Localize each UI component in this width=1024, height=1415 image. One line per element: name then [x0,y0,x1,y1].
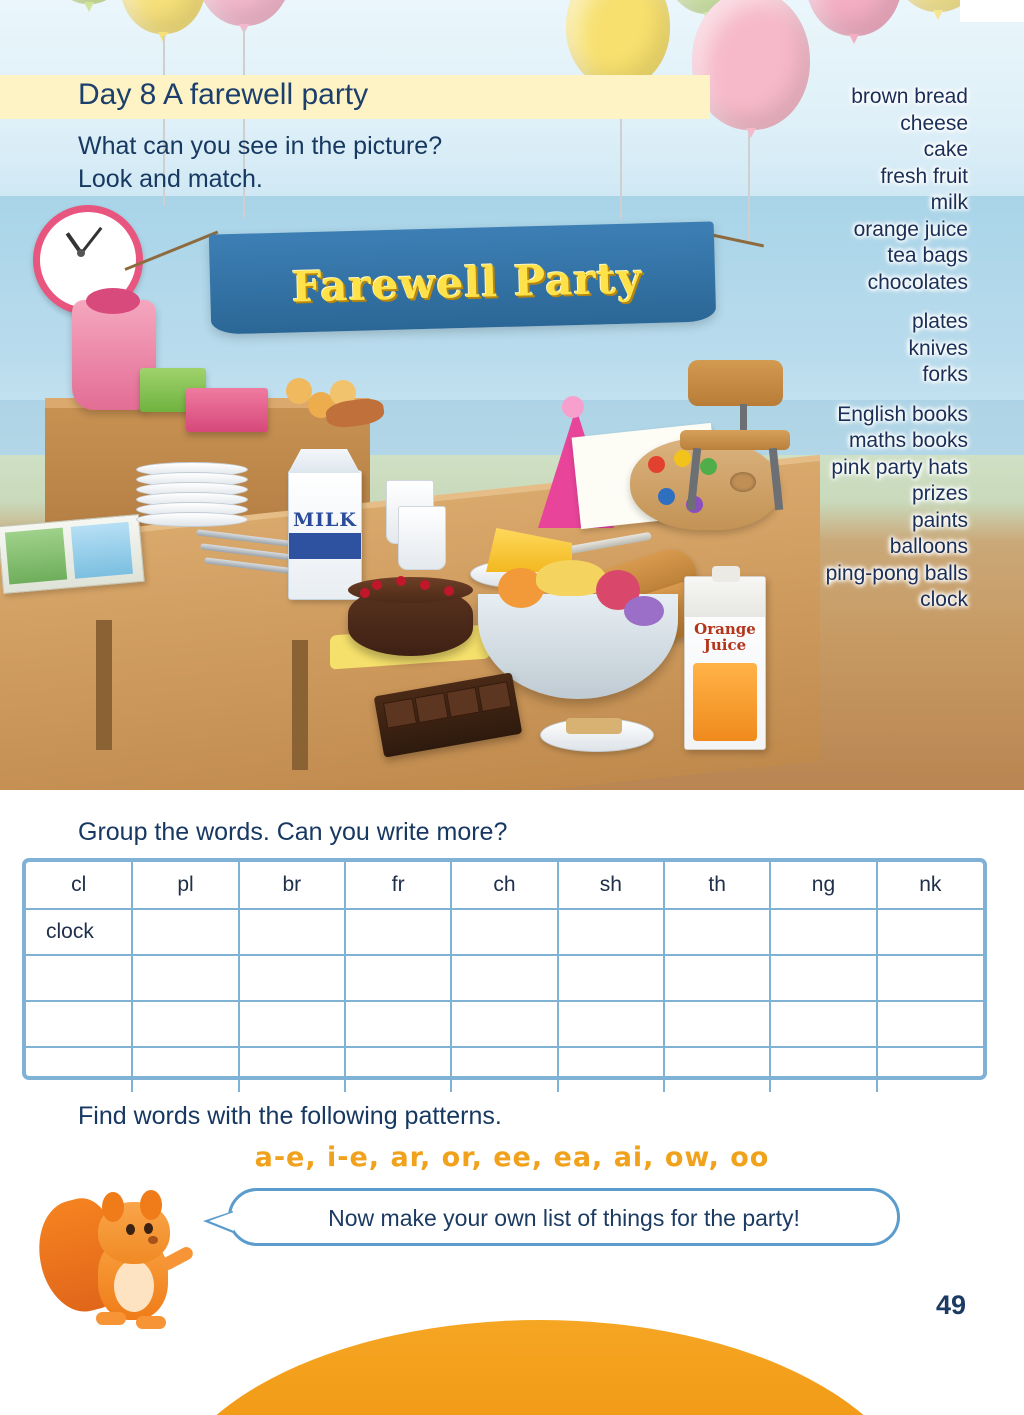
answer-cell[interactable] [345,955,451,1001]
cake-berry-1 [372,580,382,590]
english-maths-books [0,514,145,594]
column-header-th: th [664,862,770,909]
answer-cell[interactable] [770,955,876,1001]
page-title: Day 8 A farewell party [78,78,369,111]
answer-cell[interactable] [558,955,664,1001]
book-cover-picture-1 [5,528,67,585]
fruit-grapes [624,596,664,626]
answer-cell[interactable] [345,1001,451,1047]
cake-berry-4 [444,586,454,596]
paint-dot-blue [658,488,675,505]
answer-cell[interactable] [877,955,983,1001]
column-header-cl: cl [26,862,132,909]
juice-carton-picture [693,663,757,741]
answer-cell[interactable] [877,1047,983,1092]
word-item: paints [911,508,968,532]
squirrel-mascot [40,1190,220,1330]
word-group-food [738,84,968,296]
group-words-prompt: Group the words. Can you write more? [78,818,508,846]
squirrel-nose [148,1236,158,1244]
word-sort-table[interactable] [22,858,987,1080]
paint-dot-red [648,456,665,473]
word-item: plates [911,310,968,333]
chocolate-square [446,687,480,718]
squirrel-eye-right [144,1223,153,1234]
answer-cell[interactable] [132,1047,238,1092]
word-item: maths books [848,429,968,452]
banner-title: Farewell Party [291,253,643,312]
milk-carton [288,470,362,600]
plate-stack [136,462,246,528]
book-cover-picture-2 [71,522,133,579]
word-item: prizes [911,482,968,505]
word-item: milk [930,191,968,214]
answer-cell[interactable] [26,1047,132,1092]
answer-cell[interactable] [239,1001,345,1047]
chair-leg-left [687,448,701,510]
table-row[interactable] [26,1001,983,1047]
answer-cell[interactable] [451,955,557,1001]
pattern-list: a-e, i-e, ar, or, ee, ea, ai, ow, oo [254,1142,770,1173]
answer-cell[interactable] [239,909,345,955]
column-header-ng: ng [770,862,876,909]
column-header-fr: fr [345,862,451,909]
answer-cell[interactable] [132,955,238,1001]
answer-cell[interactable] [664,909,770,955]
juice-carton-label-line1: Orange [694,620,756,638]
find-patterns-prompt: Find words with the following patterns. [78,1102,502,1130]
instruction-text [78,130,442,196]
word-item: tea bags [887,244,968,267]
answer-cell[interactable] [345,909,451,955]
column-header-ch: ch [451,862,557,909]
word-item: knives [908,336,968,360]
answer-cell[interactable] [132,909,238,955]
page-corner-notch [960,0,1024,22]
answer-cell[interactable] [558,1001,664,1047]
table-leg-2 [292,640,308,770]
speech-bubble-text: Now make your own list of things for the party! [328,1205,800,1231]
milk-carton-band [289,533,361,559]
squirrel-eye-left [126,1224,135,1235]
table-header-row [26,862,983,909]
table-row[interactable] [26,909,983,955]
answer-cell[interactable] [664,955,770,1001]
squirrel-ear-right [140,1190,162,1220]
answer-cell[interactable]: clock [26,909,132,955]
word-item: ping-pong balls [825,561,968,585]
vocabulary-word-list [738,84,968,627]
tea-bags [566,718,622,734]
chocolate-square [383,698,417,729]
answer-cell[interactable] [26,955,132,1001]
word-item: orange juice [853,217,968,241]
instruction-line-1: What can you see in the picture? [78,132,443,160]
answer-cell[interactable] [664,1001,770,1047]
gift-box-pink [186,388,268,432]
table-leg-1 [96,620,112,750]
answer-cell[interactable] [558,1047,664,1092]
column-header-pl: pl [132,862,238,909]
answer-cell[interactable] [770,1001,876,1047]
word-item: forks [922,363,968,386]
answer-cell[interactable] [877,909,983,955]
column-header-sh: sh [558,862,664,909]
milk-carton-label: MILK [293,509,357,531]
answer-cell[interactable] [132,1001,238,1047]
cake-berry-3 [420,580,430,590]
answer-cell[interactable] [26,1001,132,1047]
word-group-tableware [738,309,968,389]
cake-berry-5 [360,588,370,598]
chocolate-cake [348,586,473,656]
juice-carton-label-line2: Juice [703,636,747,654]
paper-cups-2 [398,506,446,570]
word-item: chocolates [867,270,968,294]
word-item: fresh fruit [880,164,968,188]
word-item: pink party hats [831,455,968,479]
word-item: cheese [900,111,968,135]
squirrel-foot-right [136,1316,166,1329]
answer-cell[interactable] [239,955,345,1001]
party-hat-pompom [562,396,584,418]
answer-cell[interactable] [451,1001,557,1047]
answer-cell[interactable] [558,909,664,955]
speech-bubble [228,1188,900,1246]
answer-cell[interactable] [451,909,557,955]
chocolate-square [477,681,511,712]
word-sort-grid[interactable] [26,862,983,1092]
word-item: balloons [889,535,968,558]
answer-cell[interactable] [770,909,876,955]
cake-berry-2 [396,576,406,586]
column-header-nk: nk [877,862,983,909]
word-item: brown bread [851,85,968,108]
column-header-br: br [239,862,345,909]
answer-cell[interactable] [451,1047,557,1092]
squirrel-ear-left [102,1192,124,1222]
answer-cell[interactable] [664,1047,770,1092]
table-row[interactable] [26,955,983,1001]
answer-cell[interactable] [877,1001,983,1047]
word-group-objects [738,402,968,614]
squirrel-belly [114,1260,154,1312]
clock-pin [77,249,85,257]
page-number: 49 [935,1290,966,1320]
ribbon-bow [86,288,140,314]
chocolate-square [414,692,448,723]
word-item: clock [920,588,968,611]
word-item: English books [837,402,968,426]
table-row[interactable] [26,1047,983,1092]
answer-cell[interactable] [770,1047,876,1092]
instruction-line-2: Look and match. [78,165,263,193]
juice-carton-cap [712,566,740,582]
answer-cell[interactable] [345,1047,451,1092]
word-item: cake [923,138,968,161]
squirrel-foot-left [96,1312,126,1325]
answer-cell[interactable] [239,1047,345,1092]
